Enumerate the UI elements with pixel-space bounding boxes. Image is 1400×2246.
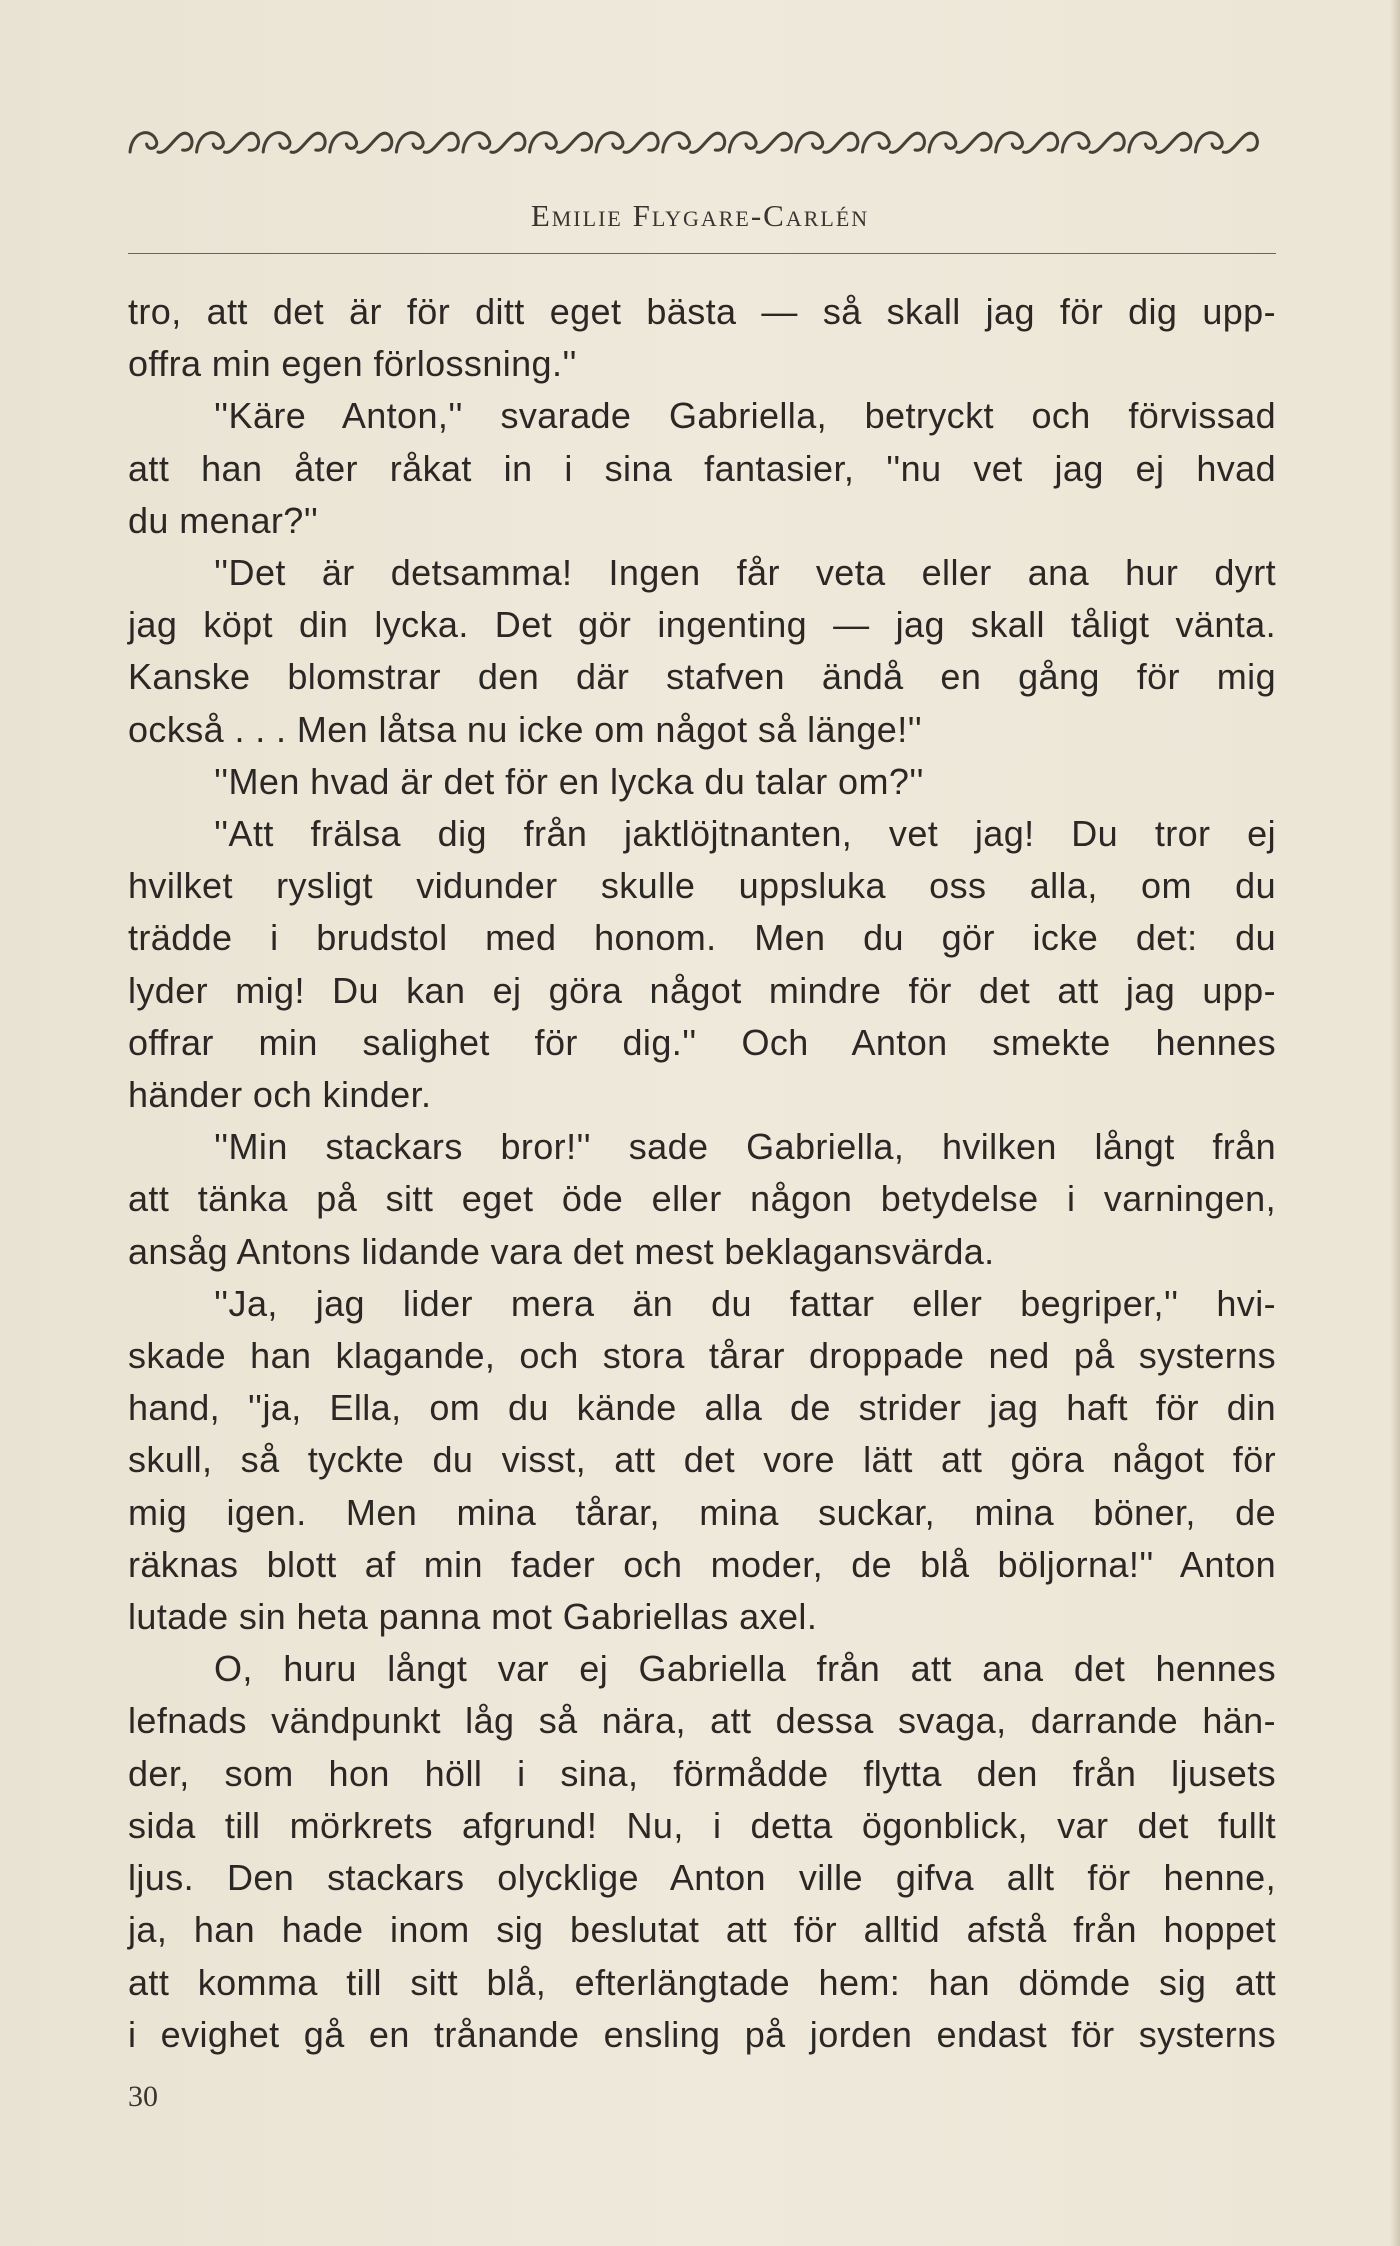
text-line: jag köpt din lycka. Det gör ingenting — jag skall tåligt vänta.: [128, 604, 1276, 646]
text-line: lutade sin heta panna mot Gabriellas axel.: [128, 1596, 818, 1638]
scroll-ornament-segment: [1129, 133, 1191, 153]
text-line: lyder mig! Du kan ej göra något mindre för det att jag upp-: [128, 969, 1276, 1011]
text-line: trädde i brudstol med honom. Men du gör icke det: du: [128, 917, 1276, 959]
page-number: 30: [128, 2080, 158, 2113]
text-line: i evighet gå en trånande ensling på jorden endast för systerns: [128, 2013, 1276, 2055]
text-line: ''Käre Anton,'' svarade Gabriella, betryckt och förvissad: [214, 395, 1276, 437]
scroll-ornament-segment: [130, 133, 192, 153]
scroll-ornament-segment: [1195, 133, 1257, 153]
text-line: att tänka på sitt eget öde eller någon betydelse i varningen,: [128, 1178, 1276, 1220]
text-line: hand, ''ja, Ella, om du kände alla de strider jag haft för din: [128, 1387, 1276, 1429]
scroll-ornament-segment: [929, 133, 991, 153]
scroll-ornament-segment: [663, 133, 725, 153]
text-line: mig igen. Men mina tårar, mina suckar, mina böner, de: [128, 1491, 1276, 1533]
text-line: ljus. Den stackars olycklige Anton ville gifva allt för henne,: [128, 1857, 1276, 1899]
text-line: Kanske blomstrar den där stafven ändå en gång för mig: [128, 656, 1276, 698]
text-line: du menar?'': [128, 499, 319, 541]
scroll-ornament-segment: [796, 133, 858, 153]
text-line: att komma till sitt blå, efterlängtade hem: han dömde sig att: [128, 1961, 1276, 2003]
text-line: lefnads vändpunkt låg så nära, att dessa svaga, darrande hän-: [128, 1700, 1276, 1742]
text-line: hvilket rysligt vidunder skulle uppsluka oss alla, om du: [128, 865, 1276, 907]
page-edge-shadow: [1390, 0, 1400, 2246]
scroll-ornament-segment: [530, 133, 592, 153]
text-line: skade han klagande, och stora tårar droppade ned på systerns: [128, 1335, 1276, 1377]
text-line: ansåg Antons lidande vara det mest beklagansvärda.: [128, 1230, 995, 1272]
text-line: der, som hon höll i sina, förmådde flytta den från ljusets: [128, 1752, 1276, 1794]
text-line: ''Att frälsa dig från jaktlöjtnanten, vet jag! Du tror ej: [214, 813, 1276, 855]
text-line: offrar min salighet för dig.'' Och Anton smekte hennes: [128, 1021, 1276, 1063]
scroll-ornament-segment: [729, 133, 791, 153]
scroll-ornament-segment: [330, 133, 392, 153]
text-line: skull, så tyckte du visst, att det vore lätt att göra något för: [128, 1439, 1276, 1481]
scroll-ornament-segment: [862, 133, 924, 153]
text-line: händer och kinder.: [128, 1074, 432, 1116]
text-line: sida till mörkrets afgrund! Nu, i detta ögonblick, var det fullt: [128, 1804, 1276, 1846]
text-line: ''Min stackars bror!'' sade Gabriella, hvilken långt från: [214, 1126, 1276, 1168]
text-line: tro, att det är för ditt eget bästa — så skall jag för dig upp-: [128, 291, 1276, 332]
scroll-ornament-segment: [197, 133, 259, 153]
text-line: räknas blott af min fader och moder, de blå böljorna!'' Anton: [128, 1543, 1276, 1585]
scroll-ornament-segment: [396, 133, 458, 153]
scroll-ornament-segment: [996, 133, 1058, 153]
text-line: offra min egen förlossning.'': [128, 343, 577, 385]
text-line: ''Men hvad är det för en lycka du talar om?'': [214, 760, 924, 802]
text-line: ja, han hade inom sig beslutat att för alltid afstå från hoppet: [128, 1909, 1276, 1951]
text-line: ''Ja, jag lider mera än du fattar eller begriper,'' hvi-: [214, 1282, 1276, 1324]
body-text: [128, 286, 1276, 2061]
scroll-ornament-segment: [263, 133, 325, 153]
scroll-ornament-icon: [128, 122, 1260, 162]
scroll-ornament-segment: [596, 133, 658, 153]
header-rule: [128, 253, 1276, 254]
text-line: O, huru långt var ej Gabriella från att ana det hennes: [214, 1648, 1276, 1690]
scroll-ornament-segment: [463, 133, 525, 153]
text-line: också . . . Men låtsa nu icke om något så länge!'': [128, 708, 923, 750]
text-line: att han åter råkat in i sina fantasier, ''nu vet jag ej hvad: [128, 447, 1276, 489]
text-line: ''Det är detsamma! Ingen får veta eller ana hur dyrt: [214, 552, 1276, 594]
running-head-title: Emilie Flygare-Carlén: [530, 198, 870, 233]
scroll-ornament-segment: [1062, 133, 1124, 153]
